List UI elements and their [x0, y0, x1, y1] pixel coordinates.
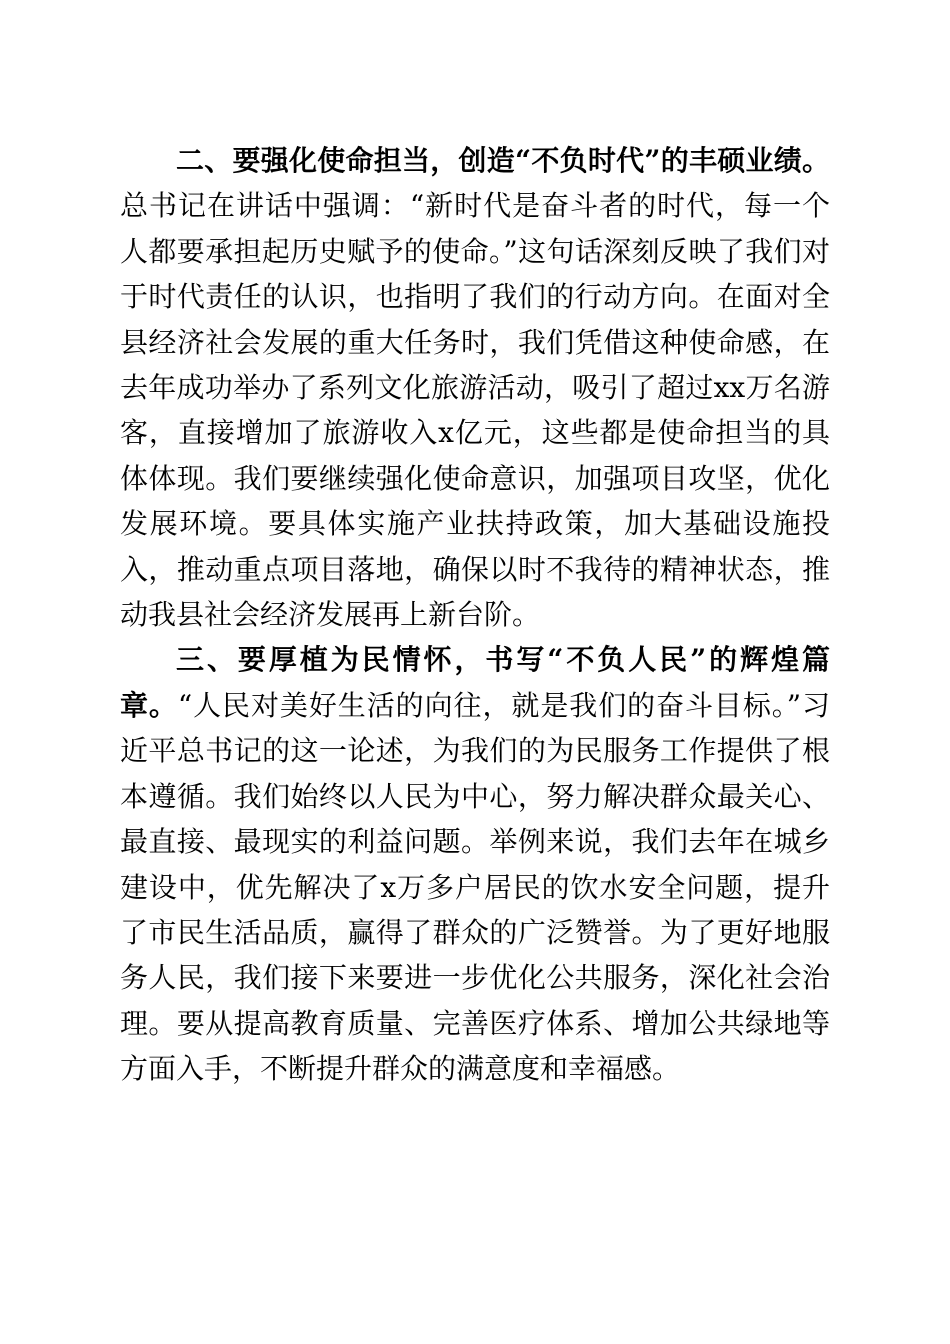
paragraph-mission — [120, 138, 830, 637]
paragraph-heading: 三、要厚植为民情怀，书写“不负人民”的辉煌篇章。 — [120, 643, 830, 722]
document-body — [120, 138, 830, 1092]
paragraph-people — [120, 637, 830, 1091]
paragraph-heading: 二、要强化使命担当，创造“不负时代”的丰硕业绩。 — [176, 144, 830, 177]
paragraph-text: 总书记在讲话中强调：“新时代是奋斗者的时代，每一个人都要承担起历史赋予的使命。”这句话深刻反映了我们对于时代责任的认识，也指明了我们的行动方向。在面对全县经济社会发展的重大任务时，我们凭借这种使命感，在去年成功举办了系列文化旅游活动，吸引了超过xx万名游客，直接增加了旅游收入x亿元，这些都是使命担当的具体体现。我们要继续强化使命意识，加强项目攻坚，优化发展环境。要具体实施产业扶持政策，加大基础设施投入，推动重点项目落地，确保以时不我待的精神状态，推动我县社会经济发展再上新台阶。 — [120, 189, 830, 632]
paragraph-text: “人民对美好生活的向往，就是我们的奋斗目标。”习近平总书记的这一论述，为我们的为民服务工作提供了根本遵循。我们始终以人民为中心，努力解决群众最关心、最直接、最现实的利益问题。举例来说，我们去年在城乡建设中，优先解决了x万多户居民的饮水安全问题，提升了市民生活品质，赢得了群众的广泛赞誉。为了更好地服务人民，我们接下来要进一步优化公共服务，深化社会治理。要从提高教育质量、完善医疗体系、增加公共绿地等方面入手，不断提升群众的满意度和幸福感。 — [120, 688, 830, 1086]
